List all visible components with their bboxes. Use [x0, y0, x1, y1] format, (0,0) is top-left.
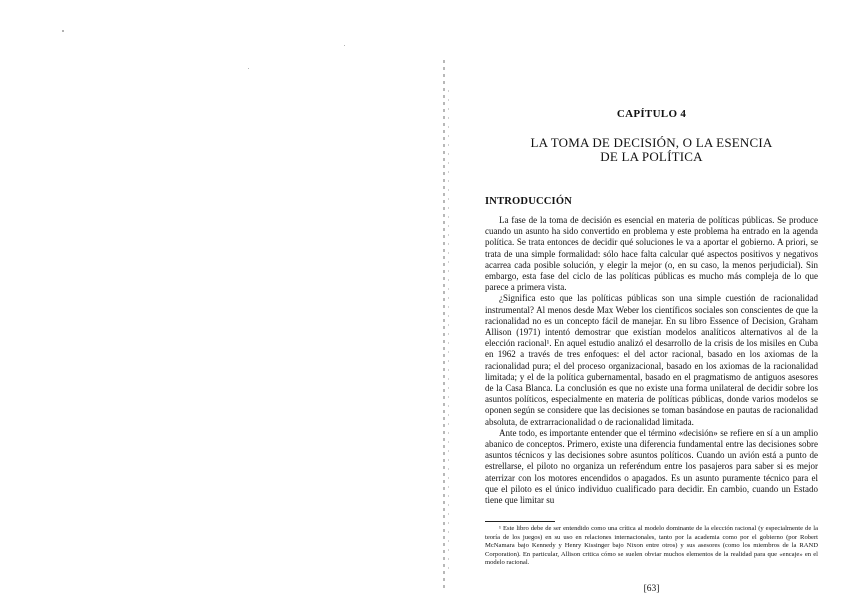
book-gutter-shadow-inner	[448, 90, 449, 570]
scan-speck	[248, 68, 249, 69]
footnote-divider	[485, 521, 555, 522]
chapter-title	[485, 136, 818, 164]
body-text	[485, 215, 818, 506]
scan-speck	[344, 45, 345, 46]
chapter-title-line-2: DE LA POLÍTICA	[600, 149, 703, 164]
body-paragraph: La fase de la toma de decisión es esencial en materia de políticas públicas. Se produce cuando un asunto ha sido convertido en problema y este problema ha entrado en la agenda política. Se trata entonces de decidir qué soluciones le va a aportar el gobierno. A priori, se trata de una simple formalidad: sólo hace falta calcular qué aspectos positivos y negativos acarrea cada posible solución, y elegir la mejor (o, en su caso, la menos perjudicial). Sin embargo, esta fase del ciclo de las políticas públicas es mucho más compleja de lo que parece a primera vista.	[485, 215, 818, 293]
scan-speck	[62, 30, 64, 32]
chapter-label: CAPÍTULO 4	[616, 108, 687, 120]
section-heading: INTRODUCCIÓN	[485, 196, 572, 207]
book-gutter-shadow	[443, 60, 445, 590]
page-number: [63]	[643, 584, 660, 595]
chapter-title-line-1: LA TOMA DE DECISIÓN, O LA ESENCIA	[530, 135, 773, 150]
footnote: ¹ Este libro debe de ser entendido como una crítica al modelo dominante de la elección racional (y especialmente de la teoría de los juegos) en su uso en relaciones internacionales, tanto por la academia como por el gobierno (por Robert McNamara bajo Kennedy y Henry Kissinger bajo Nixon entre otros) y sus asesores (como los miembros de la RAND Corporation). En particular, Allison critica cómo se suelen obviar muchos elementos de la realidad para que «encaje» en el modelo racional.	[485, 525, 818, 566]
body-paragraph: ¿Significa esto que las políticas públicas son una simple cuestión de racionalidad instrumental? Al menos desde Max Weber los científicos sociales son conscientes de que la racionalidad no es un concepto fácil de manejar. En su libro Essence of Decision, Graham Allison (1971) intentó demostrar que existían modelos analíticos alternativos al de la elección racional¹. En aquel estudio analizó el desarrollo de la crisis de los misiles en Cuba en 1962 a través de tres enfoques: el del actor racional, basado en los axiomas de la racionalidad pura; el del proceso organizacional, basado en los axiomas de la racionalidad limitada; y el de la política gubernamental, basado en el pragmatismo de antiguos asesores de la Casa Blanca. La conclusión es que no existe una forma unilateral de decidir sobre los asuntos políticos, especialmente en materia de políticas públicas, donde varios modelos se oponen según se considere que las decisiones se toman basándose en pautas de racionalidad absoluta, de extrarracionalidad o de racionalidad limitada.	[485, 293, 818, 427]
right-page-column	[485, 108, 818, 594]
body-paragraph: Ante todo, es importante entender que el término «decisión» se refiere en sí a un amplio abanico de conceptos. Primero, existe una diferencia fundamental entre las decisiones sobre asuntos técnicos y las decisiones sobre asuntos políticos. Cuando un avión está a punto de estrellarse, el piloto no organiza un referéndum entre los pasajeros para saber si es mejor aterrizar con los motores encendidos o apagados. Es un asunto puramente técnico para el que el piloto es el único individuo cualificado para decidir. En cambio, cuando un Estado tiene que limitar su	[485, 427, 818, 506]
